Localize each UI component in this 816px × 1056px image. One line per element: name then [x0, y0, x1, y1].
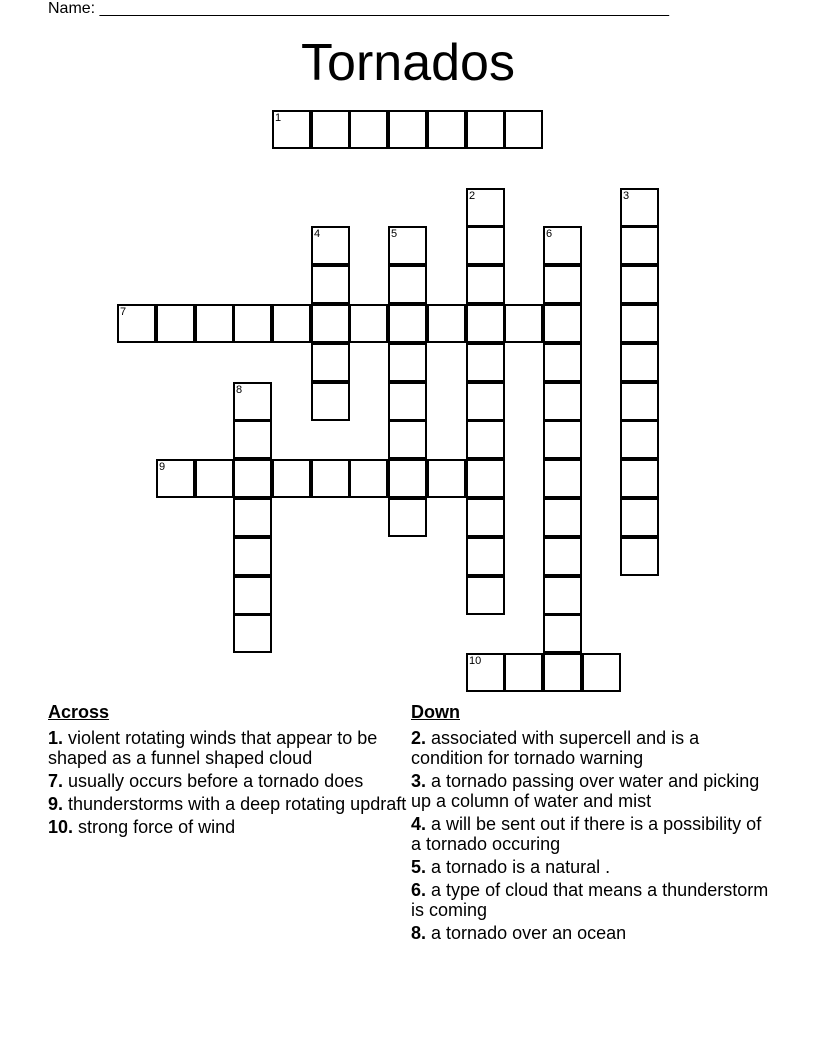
grid-cell[interactable]	[117, 304, 156, 343]
across-heading: Across	[48, 702, 110, 722]
grid-cell[interactable]	[388, 420, 427, 459]
down-clues	[411, 702, 771, 946]
grid-cell[interactable]	[233, 382, 272, 421]
clue-number-label: 6	[546, 228, 553, 240]
grid-cell[interactable]	[504, 304, 543, 343]
grid-cell[interactable]	[311, 459, 350, 498]
clue-number-label: 1	[275, 112, 282, 124]
grid-cell[interactable]	[466, 226, 505, 265]
grid-cell[interactable]	[504, 110, 543, 149]
clue-text: a tornado passing over water and picking up a column of water and mist	[411, 771, 760, 811]
grid-cell[interactable]	[543, 226, 582, 265]
clue-text: a type of cloud that means a thunderstorm is coming	[411, 880, 769, 920]
clue-text: a tornado is a natural .	[431, 857, 611, 877]
clue-across-7	[48, 771, 410, 791]
grid-cell[interactable]	[233, 498, 272, 537]
grid-cell[interactable]	[388, 343, 427, 382]
grid-cell[interactable]	[466, 537, 505, 576]
grid-cell[interactable]	[620, 420, 659, 459]
grid-cell[interactable]	[388, 226, 427, 265]
grid-cell[interactable]	[543, 537, 582, 576]
clue-down-2	[411, 728, 771, 768]
grid-cell[interactable]	[543, 576, 582, 615]
clue-number-label: 9	[159, 461, 166, 473]
grid-cell[interactable]	[233, 614, 272, 653]
grid-cell[interactable]	[427, 110, 466, 149]
grid-cell[interactable]	[504, 653, 543, 692]
page-title: Tornados	[301, 34, 515, 92]
grid-cell[interactable]	[311, 110, 350, 149]
clue-across-9	[48, 794, 410, 814]
clue-text: thunderstorms with a deep rotating updraft	[68, 794, 407, 814]
grid-cell[interactable]	[543, 614, 582, 653]
clue-text: a will be sent out if there is a possibility of a tornado occuring	[411, 814, 762, 854]
clue-across-10	[48, 817, 410, 837]
grid-cell[interactable]	[233, 420, 272, 459]
grid-cell[interactable]	[349, 110, 388, 149]
grid-cell[interactable]	[388, 110, 427, 149]
clue-number: 3.	[411, 771, 427, 791]
grid-cell[interactable]	[466, 653, 505, 692]
grid-cell[interactable]	[466, 110, 505, 149]
grid-cell[interactable]	[620, 498, 659, 537]
grid-cell[interactable]	[311, 226, 350, 265]
grid-cell[interactable]	[272, 459, 311, 498]
grid-cell[interactable]	[233, 537, 272, 576]
clue-number-label: 4	[314, 228, 321, 240]
grid-cell[interactable]	[156, 304, 195, 343]
clue-number-label: 10	[469, 655, 482, 667]
grid-cell[interactable]	[466, 304, 505, 343]
clue-text: a tornado over an ocean	[431, 923, 627, 943]
grid-cell[interactable]	[349, 304, 388, 343]
clue-down-3	[411, 771, 771, 811]
clue-text: violent rotating winds that appear to be shaped as a funnel shaped cloud	[48, 728, 378, 768]
clue-across-1	[48, 728, 410, 768]
grid-cell[interactable]	[466, 459, 505, 498]
grid-cell[interactable]	[195, 304, 234, 343]
clue-text: usually occurs before a tornado does	[68, 771, 364, 791]
grid-cell[interactable]	[620, 343, 659, 382]
clue-number: 8.	[411, 923, 427, 943]
grid-cell[interactable]	[233, 459, 272, 498]
grid-cell[interactable]	[388, 498, 427, 537]
clue-down-4	[411, 814, 771, 854]
clue-number: 5.	[411, 857, 427, 877]
clue-number-label: 3	[623, 190, 630, 202]
clue-down-6	[411, 880, 771, 920]
clue-number: 2.	[411, 728, 427, 748]
grid-cell[interactable]	[620, 188, 659, 227]
clue-number-label: 2	[469, 190, 476, 202]
grid-cell[interactable]	[233, 304, 272, 343]
grid-cell[interactable]	[388, 382, 427, 421]
clue-number-label: 8	[236, 384, 243, 396]
grid-cell[interactable]	[466, 382, 505, 421]
grid-cell[interactable]	[233, 576, 272, 615]
grid-cell[interactable]	[543, 265, 582, 304]
clue-number-label: 5	[391, 228, 398, 240]
grid-cell[interactable]	[466, 498, 505, 537]
grid-cell[interactable]	[620, 382, 659, 421]
grid-cell[interactable]	[620, 226, 659, 265]
grid-cell[interactable]	[620, 459, 659, 498]
grid-cell[interactable]	[349, 459, 388, 498]
grid-cell[interactable]	[311, 382, 350, 421]
clue-number: 1.	[48, 728, 64, 748]
clue-number: 6.	[411, 880, 427, 900]
grid-cell[interactable]	[543, 420, 582, 459]
grid-cell[interactable]	[620, 265, 659, 304]
grid-cell[interactable]	[311, 343, 350, 382]
grid-cell[interactable]	[427, 459, 466, 498]
grid-cell[interactable]	[582, 653, 621, 692]
grid-cell[interactable]	[466, 576, 505, 615]
grid-cell[interactable]	[272, 304, 311, 343]
grid-cell[interactable]	[543, 304, 582, 343]
grid-cell[interactable]	[311, 304, 350, 343]
grid-cell[interactable]	[156, 459, 195, 498]
clue-number: 9.	[48, 794, 64, 814]
grid-cell[interactable]	[427, 304, 466, 343]
grid-cell[interactable]	[543, 382, 582, 421]
grid-cell[interactable]	[543, 343, 582, 382]
grid-cell[interactable]	[388, 265, 427, 304]
grid-cell[interactable]	[466, 343, 505, 382]
grid-cell[interactable]	[620, 537, 659, 576]
grid-cell[interactable]	[195, 459, 234, 498]
clue-text: associated with supercell and is a condition for tornado warning	[411, 728, 700, 768]
clue-down-5	[411, 857, 771, 877]
clue-number: 10.	[48, 817, 74, 837]
grid-cell[interactable]	[388, 459, 427, 498]
clue-number: 7.	[48, 771, 64, 791]
grid-cell[interactable]	[543, 498, 582, 537]
name-field[interactable]: Name: ________________________________________________________________	[48, 0, 670, 17]
grid-cell[interactable]	[466, 265, 505, 304]
clue-number: 4.	[411, 814, 427, 834]
grid-cell[interactable]	[620, 304, 659, 343]
grid-cell[interactable]	[543, 459, 582, 498]
grid-cell[interactable]	[311, 265, 350, 304]
grid-cell[interactable]	[388, 304, 427, 343]
across-clues	[48, 702, 410, 840]
grid-cell[interactable]	[272, 110, 311, 149]
grid-cell[interactable]	[543, 653, 582, 692]
clue-text: strong force of wind	[78, 817, 236, 837]
grid-cell[interactable]	[466, 188, 505, 227]
down-heading: Down	[411, 702, 460, 722]
clue-number-label: 7	[120, 306, 127, 318]
clue-down-8	[411, 923, 771, 943]
grid-cell[interactable]	[466, 420, 505, 459]
